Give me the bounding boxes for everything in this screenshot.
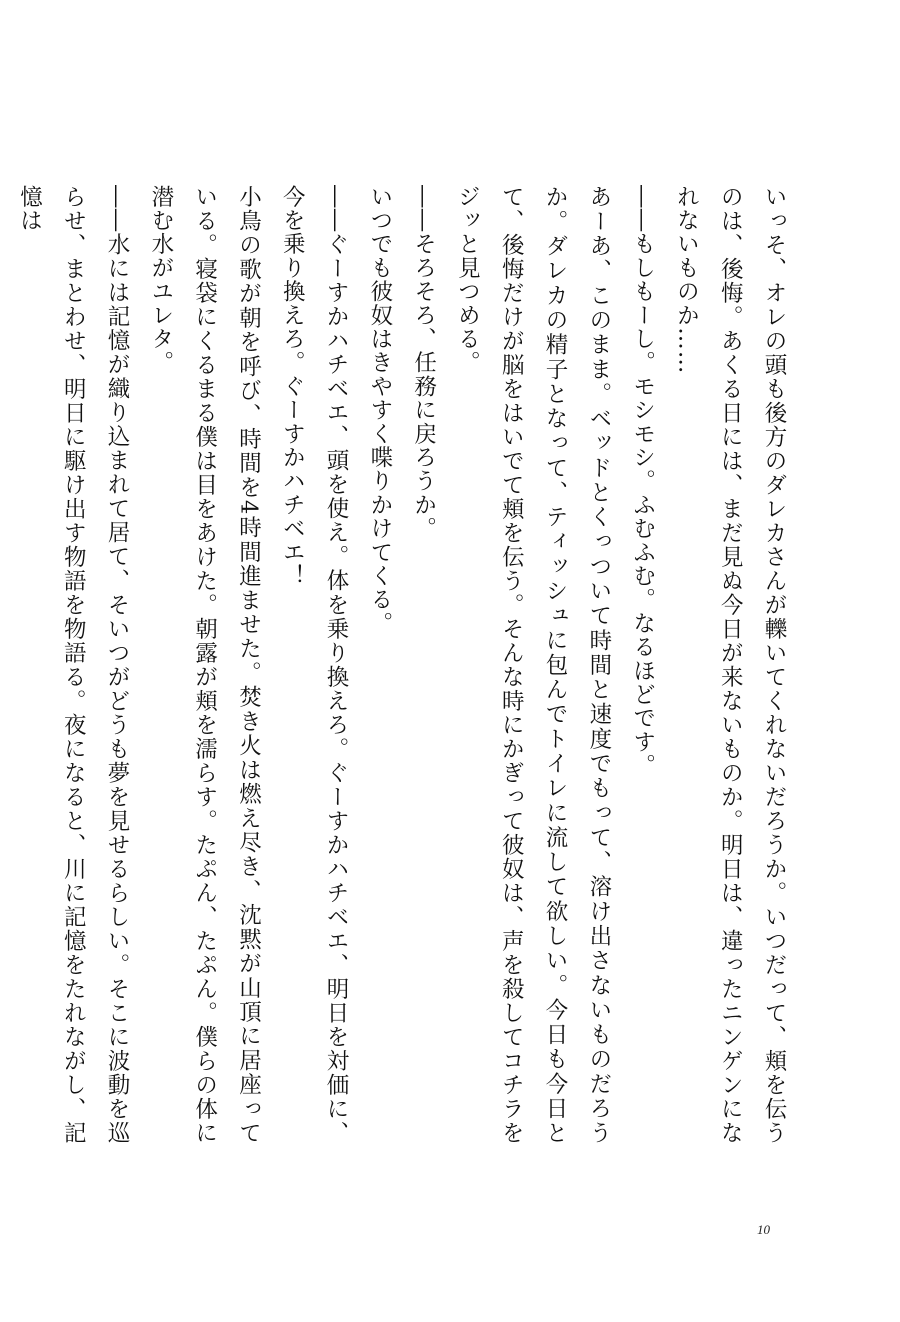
paragraph-7: 小鳥の歌が朝を呼び、時間を4時間進ませた。焚き火は燃え尽き、沈黙が山頂に居座っている。寝袋にくるまる僕は目をあけた。朝露が頬を濡らす。たぷん、たぷん。僕らの体に潜む水がユレタ。 <box>147 185 262 1145</box>
paragraph-8: ――水には記憶が織り込まれて居て、そいつがどうも夢を見せるらしい。そこに波動を巡らせ、まとわせ、明日に駆け出す物語を物語る。夜になると、川に記憶をたれながし、記憶は <box>16 185 131 1145</box>
paragraph-5: いつでも彼奴はきやすく喋りかけてくる。 <box>366 185 393 636</box>
paragraph-3: あーあ、このまま。ベッドとくっついて時間と速度でもって、溶け出さないものだろうか。ダレカの精子となって、ティッシュに包んでトイレに流して欲しい。今日も今日とて、後悔だけが脳をはいでて頬を伝う。そんな時にかぎって彼奴は、声を殺してコチラをジッと見つめる。 <box>454 185 612 1145</box>
paragraph-4: ――そろそろ、任務に戻ろうか。 <box>410 185 437 541</box>
page-number: 10 <box>757 1222 770 1237</box>
paragraph-2: ――もしもーし。モシモシ。ふむふむ。なるほどです。 <box>629 185 656 778</box>
paragraph-1: いっそ、オレの頭も後方のダレカさんが轢いてくれないだろうか。いつだって、頬を伝うのは、後悔。あくる日には、まだ見ぬ今日が来ないものか。明日は、違ったニンゲンになれないものか…… <box>673 185 787 1145</box>
vertical-text-body <box>16 185 795 1145</box>
paragraph-6: ――ぐーすかハチベエ、頭を使え。体を乗り換えろ。ぐーすかハチベエ、明日を対価に、今を乗り換えろ。ぐーすかハチベエ！ <box>279 185 350 1145</box>
